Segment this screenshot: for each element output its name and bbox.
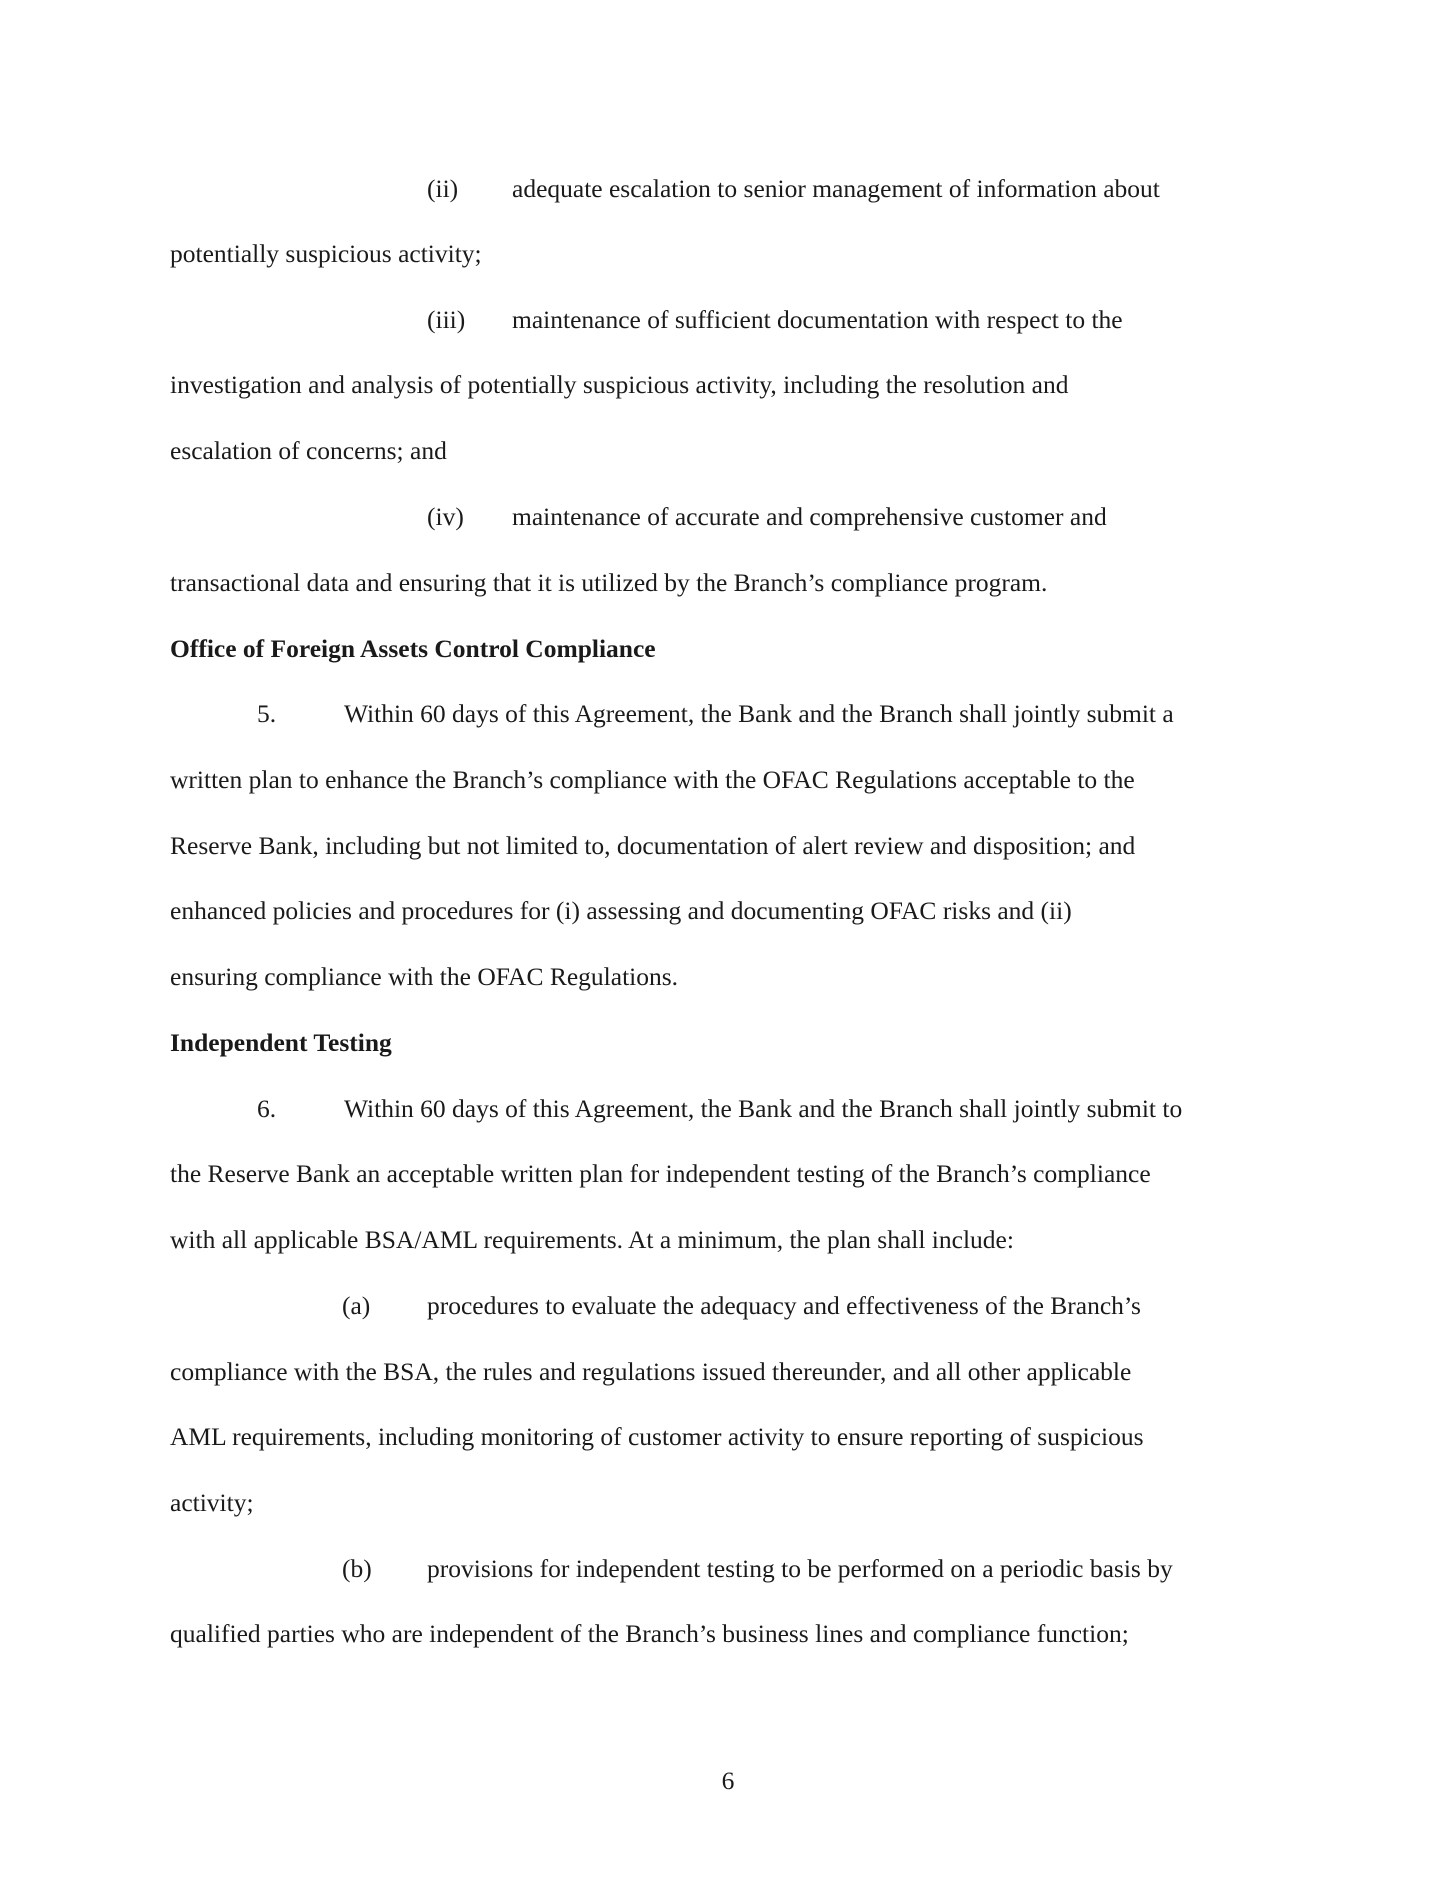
text-line: written plan to enhance the Branch’s compliance with the OFAC Regulations acceptable to the <box>170 765 1135 794</box>
text-line: compliance with the BSA, the rules and regulations issued thereunder, and all other applicable <box>170 1357 1132 1386</box>
section-heading-testing: Independent Testing <box>170 1028 392 1057</box>
text-line: qualified parties who are independent of the Branch’s business lines and compliance function; <box>170 1619 1129 1648</box>
list-item-text: provisions for independent testing to be performed on a periodic basis by <box>427 1554 1173 1583</box>
text-line: transactional data and ensuring that it is utilized by the Branch’s compliance program. <box>170 568 1048 597</box>
text-line: potentially suspicious activity; <box>170 239 482 268</box>
text-line: enhanced policies and procedures for (i) assessing and documenting OFAC risks and (ii) <box>170 896 1072 925</box>
text-line: escalation of concerns; and <box>170 436 447 465</box>
list-item-text: maintenance of accurate and comprehensive customer and <box>512 502 1107 531</box>
list-marker: (iv) <box>427 502 464 531</box>
page-number: 6 <box>721 1766 735 1795</box>
list-marker: (ii) <box>427 174 459 203</box>
text-line: AML requirements, including monitoring of customer activity to ensure reporting of suspicious <box>170 1422 1144 1451</box>
list-item-text: adequate escalation to senior management of information about <box>512 174 1160 203</box>
list-item-text: maintenance of sufficient documentation with respect to the <box>512 305 1123 334</box>
section-heading-ofac: Office of Foreign Assets Control Compliance <box>170 634 656 663</box>
paragraph-number: 5. <box>257 699 277 728</box>
list-item-text: procedures to evaluate the adequacy and effectiveness of the Branch’s <box>427 1291 1141 1320</box>
list-marker: (b) <box>342 1554 372 1583</box>
text-line: investigation and analysis of potentially suspicious activity, including the resolution and <box>170 370 1069 399</box>
list-marker: (iii) <box>427 305 466 334</box>
text-line: with all applicable BSA/AML requirements. At a minimum, the plan shall include: <box>170 1225 1014 1254</box>
paragraph-text: Within 60 days of this Agreement, the Bank and the Branch shall jointly submit a <box>344 699 1174 728</box>
text-line: activity; <box>170 1488 254 1517</box>
paragraph-number: 6. <box>257 1094 277 1123</box>
paragraph-text: Within 60 days of this Agreement, the Bank and the Branch shall jointly submit to <box>344 1094 1183 1123</box>
text-line: the Reserve Bank an acceptable written plan for independent testing of the Branch’s compliance <box>170 1159 1151 1188</box>
list-marker: (a) <box>342 1291 371 1320</box>
text-line: ensuring compliance with the OFAC Regulations. <box>170 962 679 991</box>
text-line: Reserve Bank, including but not limited to, documentation of alert review and disposition; and <box>170 831 1136 860</box>
